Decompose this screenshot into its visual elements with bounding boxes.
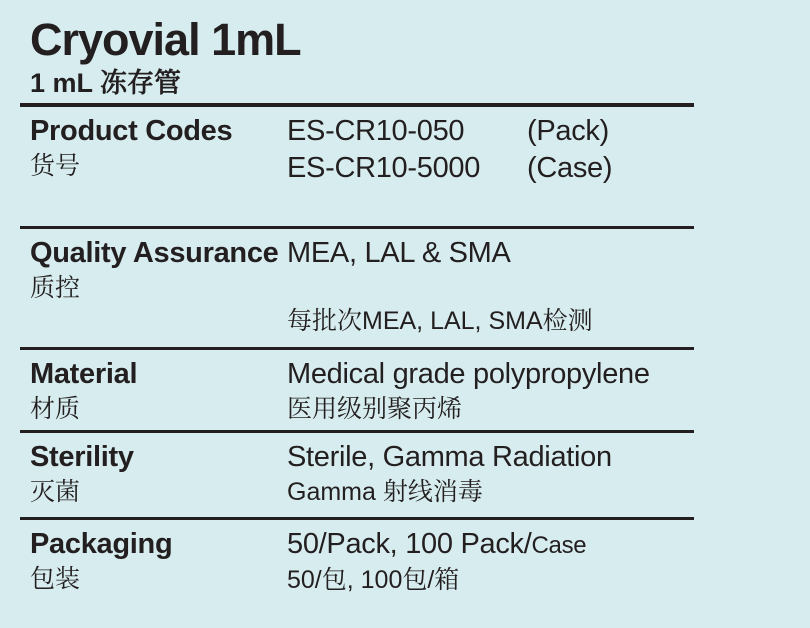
packaging-label-zh: 包装 [30,565,81,593]
packaging-value-cell [287,526,694,625]
material-value-zh: 医用级别聚丙烯 [287,395,463,423]
product-code-pack [287,113,694,150]
product-code-pack-unit: (Pack) [527,115,609,147]
packaging-label: Packaging [30,528,173,560]
quality-assurance-value-cell [287,235,694,347]
packaging-label-cell [30,526,287,625]
quality-assurance-label-cell [30,235,287,347]
sterility-label-zh: 灭菌 [30,478,81,506]
sterility-value-cell [287,439,694,517]
sterility-value-zh: Gamma 射线消毒 [287,478,483,506]
packaging-value [287,526,694,564]
page-subtitle-zh: 1 mL 冻存管 [30,68,182,98]
material-label: Material [30,358,138,390]
header [30,16,301,99]
product-codes-value-cell [287,113,694,226]
row-quality-assurance [20,226,694,347]
packaging-value-main: 50/Pack, 100 Pack/ [287,528,532,560]
product-code-case-code: ES-CR10-5000 [287,152,481,184]
packaging-value-zh: 50/包, 100包/箱 [287,566,460,594]
product-codes-label-cell [30,113,287,226]
page-title: Cryovial 1mL [30,14,301,65]
sterility-label-cell [30,439,287,517]
row-sterility [20,430,694,517]
packaging-value-case-suffix: Case [531,532,587,559]
product-codes-label: Product Codes [30,115,233,147]
product-code-case [287,150,694,187]
product-codes-label-zh: 货号 [30,152,81,180]
material-label-zh: 材质 [30,395,81,423]
sterility-value: Sterile, Gamma Radiation [287,441,612,473]
row-product-codes [20,103,694,226]
material-label-cell [30,356,287,430]
product-code-case-unit: (Case) [527,152,613,184]
material-value: Medical grade polypropylene [287,358,650,390]
spec-table [20,103,694,625]
sterility-label: Sterility [30,441,134,473]
material-value-cell [287,356,694,430]
row-packaging [20,517,694,625]
quality-assurance-label: Quality Assurance [30,237,279,269]
quality-assurance-label-zh: 质控 [30,274,81,302]
product-code-pack-code: ES-CR10-050 [287,115,465,147]
row-material [20,347,694,430]
quality-assurance-value-zh: 每批次MEA, LAL, SMA检测 [287,307,593,335]
quality-assurance-value: MEA, LAL & SMA [287,237,511,269]
